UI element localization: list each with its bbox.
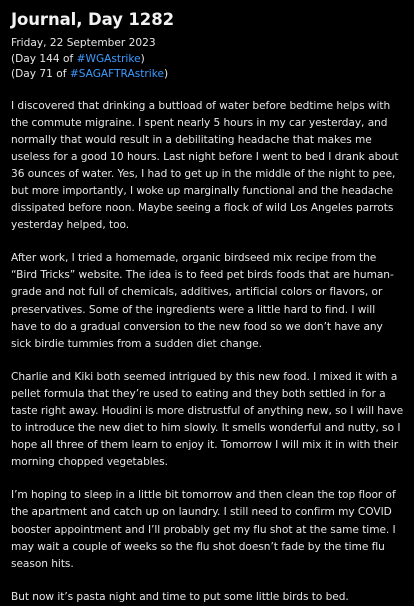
strike-line-prefix: (Day 71 of <box>11 68 70 80</box>
post-date: Friday, 22 September 2023 <box>11 37 156 49</box>
paragraph-birdseed-mix: After work, I tried a homemade, organic birdseed mix recipe from the “Bird Tricks” website. The idea is to feed pet birds foods that are human-grade and not full of chemicals, additives, artificial colors or flavors, or preservatives. Some of the ingredients were a little hard to find. I will have to do a gradual conversion to the new food so we don’t have any sick birdie tummies from a sudden diet change. <box>11 252 394 350</box>
strike-line-suffix: ) <box>140 52 145 65</box>
hashtag-link-wgastrike[interactable]: #WGAstrike <box>76 52 141 65</box>
hashtag-link-sagaftrastrike[interactable]: #SAGAFTRAstrike <box>69 68 164 80</box>
paragraph-weekend-plans: I’m hoping to sleep in a little bit tomorrow and then clean the top floor of the apartment and catch up on laundry. I still need to confirm my COVID booster appointment and I’ll probably get my flu shot at the same time. I may wait a couple of weeks so the flu shot doesn’t fade by the time flu season hits. <box>11 489 396 570</box>
post-title: Journal, Day 1282 <box>11 10 174 29</box>
paragraph-birds-reaction: Charlie and Kiki both seemed intrigued by this new food. I mixed it with a pellet formula that they’re used to eating and they both settled in for a taste right away. Houdini is more distrustful of anything new, so I will have to introduce the new diet to him slowly. It smells wonderful and nutty, so I hope all three of them learn to enjoy it. Tomorrow I will mix it in with their morning chopped vegetables. <box>11 370 404 469</box>
post-body <box>11 98 404 606</box>
paragraph-commute-migraine: I discovered that drinking a buttload of water before bedtime helps with the commute migraine. I spent nearly 5 hours in my car yesterday, and normally that would result in a debilitating headache that makes me useless for a good 10 hours. Last night before I went to bed I drank about 36 ounces of water. Yes, I had to get up in the middle of the night to pee, but more importantly, I woke up marginally functional and the headache dissipated before noon. Maybe seeing a flock of wild Los Angeles parrots yesterday helped, too. <box>11 99 399 232</box>
strike-line-sagaftra <box>11 67 404 83</box>
post-meta <box>11 36 404 83</box>
strike-line-prefix: (Day 144 of <box>11 52 77 65</box>
strike-line-suffix: ) <box>163 68 169 80</box>
paragraph-closing: But now it’s pasta night and time to put some little birds to bed. <box>11 590 349 603</box>
strike-line-wga <box>11 52 404 68</box>
